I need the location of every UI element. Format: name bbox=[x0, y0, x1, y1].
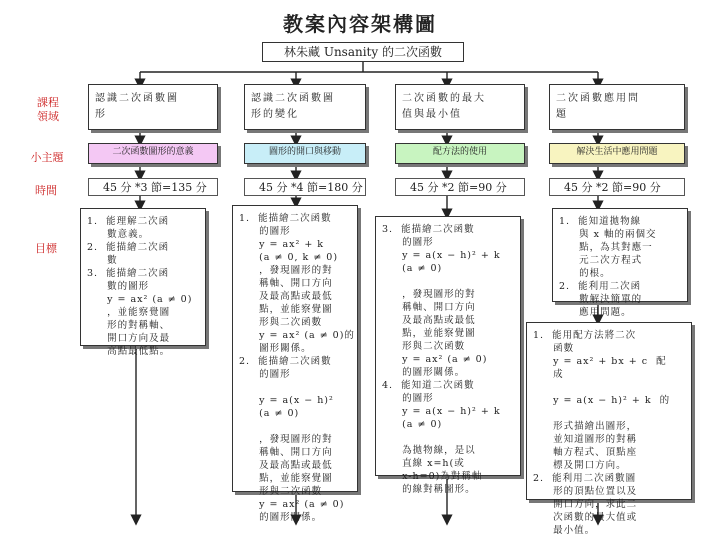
goal-line: 4. 能知道二次函數 bbox=[382, 380, 475, 391]
goal-line: 軸方程式、頂點座 bbox=[533, 447, 638, 458]
goal-line: 最小值。 bbox=[533, 525, 596, 536]
goal-line bbox=[239, 381, 351, 394]
goal-line: ，並能察覺圖 bbox=[87, 307, 171, 318]
goal-line: y = ax² + k bbox=[239, 239, 325, 250]
goal-line: 標及開口方向。 bbox=[533, 460, 627, 471]
goal-line: y = ax² + bx + c 配 bbox=[533, 356, 667, 367]
goal-line: 並知道圖形的對稱 bbox=[533, 434, 638, 445]
goal-line: y = a(x − h)² + k bbox=[382, 250, 501, 261]
goal-line: 形與二次函數 bbox=[382, 341, 466, 352]
topic-box-3: 二次函數的最大 值與最小值 bbox=[395, 84, 525, 130]
goal-line: y = ax² (a ≠ 0) bbox=[239, 499, 345, 510]
goal-box-4a bbox=[552, 208, 688, 318]
goal-line: 形與二次函數 bbox=[239, 317, 323, 328]
goal-line: 數 bbox=[87, 255, 118, 266]
goal-line: 點，並能察覺圖 bbox=[239, 473, 333, 484]
diagram-title: 教案內容架構圖 bbox=[283, 12, 437, 36]
goal-line bbox=[239, 420, 351, 433]
goal-line: 的線對稱圖形。 bbox=[382, 484, 476, 495]
goal-line: (a ≠ 0, k ≠ 0) bbox=[239, 252, 339, 263]
goal-line: 的圖形 bbox=[382, 393, 434, 404]
goal-line: 數意義。 bbox=[87, 229, 150, 240]
goal-line: 為拋物線，是以 bbox=[382, 445, 476, 456]
goal-line bbox=[533, 381, 685, 394]
row-label-subtopic: 小主題 bbox=[30, 151, 64, 164]
goal-line: 1. 能知道拋物線 bbox=[559, 216, 642, 227]
goal-line: 的圖形 bbox=[239, 226, 291, 237]
time-box-1: 45 分 *3 節=135 分 bbox=[88, 178, 218, 196]
goal-line: 2. 能利用二次函 bbox=[559, 281, 642, 292]
goal-line: (a ≠ 0) bbox=[239, 408, 300, 419]
goal-line: 高點最低點。 bbox=[87, 346, 171, 357]
goal-line: 數的圖形 bbox=[87, 281, 150, 292]
goal-line: y = ax² (a ≠ 0) bbox=[87, 294, 193, 305]
goal-line bbox=[382, 431, 514, 444]
goal-line: 形的對稱軸、 bbox=[87, 320, 171, 331]
goal-line: 及最高點或最低 bbox=[382, 315, 476, 326]
goal-line: 開口方向及最 bbox=[87, 333, 171, 344]
time-box-3: 45 分 *2 節=90 分 bbox=[395, 178, 525, 196]
row-label-goal: 目標 bbox=[35, 242, 57, 255]
goal-line: 成 bbox=[533, 369, 564, 380]
goal-line: 2. 能描繪二次函數 bbox=[239, 356, 332, 367]
goal-line: y = ax² (a ≠ 0)的 bbox=[239, 330, 355, 341]
goal-line: 點，並能察覺圖 bbox=[239, 304, 333, 315]
goal-line: 稱軸、開口方向 bbox=[382, 302, 476, 313]
goal-line: 1. 能用配方法將二次 bbox=[533, 330, 637, 341]
goal-box-4b bbox=[526, 322, 692, 536]
goal-line: y = ax² (a ≠ 0) bbox=[382, 354, 488, 365]
goal-line: 及最高點或最低 bbox=[239, 460, 333, 471]
goal-line: (a ≠ 0) bbox=[382, 263, 443, 274]
goal-line: 與 x 軸的兩個交 bbox=[559, 229, 657, 240]
subtopic-box-1: 二次函數圖形的意義 bbox=[88, 143, 218, 164]
goal-line: y = a(x − h)² + k bbox=[382, 406, 501, 417]
goal-box-2 bbox=[232, 205, 358, 523]
goal-line: 稱軸、開口方向 bbox=[239, 278, 333, 289]
topic-box-1: 認識二次函數圖 形 bbox=[88, 84, 218, 130]
time-box-4: 45 分 *2 節=90 分 bbox=[549, 178, 685, 196]
goal-line: 2. 能利用二次函數圖 bbox=[533, 473, 637, 484]
goal-line: 數解決簡單的 bbox=[559, 294, 643, 305]
main-topic-box: 林朱藏 Unsanity 的二次函數 bbox=[262, 42, 464, 62]
subtopic-box-4: 解決生活中應用問題 bbox=[549, 143, 685, 164]
goal-line: 1. 能理解二次函 bbox=[87, 216, 170, 227]
goal-box-3 bbox=[375, 216, 521, 495]
subtopic-box-3: 配方法的使用 bbox=[395, 143, 525, 164]
goal-line: 次函數的最大值或 bbox=[533, 512, 638, 523]
topic-box-4: 二次函數應用問 題 bbox=[549, 84, 685, 130]
row-label-domain: 課程 領域 bbox=[37, 96, 59, 123]
goal-line bbox=[533, 407, 685, 420]
goal-line: 形式描繪出圖形， bbox=[533, 421, 638, 432]
row-label-time: 時間 bbox=[35, 184, 57, 197]
goal-line bbox=[382, 275, 514, 288]
goal-line: y = a(x − h)² bbox=[239, 395, 334, 406]
goal-line: 點，為其對應一 bbox=[559, 242, 653, 253]
goal-line: 開口方向，求此二 bbox=[533, 499, 638, 510]
goal-line: 元二次方程式 bbox=[559, 255, 643, 266]
goal-box-1 bbox=[80, 208, 206, 357]
goal-line: 形的頂點位置以及 bbox=[533, 486, 638, 497]
goal-line: y = a(x − h)² + k 的 bbox=[533, 395, 671, 406]
goal-line: 1. 能描繪二次函數 bbox=[239, 213, 332, 224]
goal-line: 的圖形 bbox=[382, 237, 434, 248]
goal-line: x-h=0)為對稱軸 bbox=[382, 471, 483, 482]
goal-line: 直線 x=h(或 bbox=[382, 458, 465, 469]
subtopic-box-2: 圖形的開口與移動 bbox=[244, 143, 366, 164]
goal-line: 的根。 bbox=[559, 268, 611, 279]
goal-line: ，發現圖形的對 bbox=[239, 265, 333, 276]
goal-line: 的圖形關係。 bbox=[382, 367, 466, 378]
goal-line: 函數 bbox=[533, 343, 575, 354]
goal-line: 2. 能描繪二次函 bbox=[87, 242, 170, 253]
goal-line: (a ≠ 0) bbox=[382, 419, 443, 430]
goal-line: 3. 能描繪二次函 bbox=[87, 268, 170, 279]
goal-line: ，發現圖形的對 bbox=[239, 434, 333, 445]
goal-line: 稱軸、開口方向 bbox=[239, 447, 333, 458]
goal-line: 的圖形關係。 bbox=[239, 512, 323, 523]
goal-line: 點，並能察覺圖 bbox=[382, 328, 476, 339]
goal-line: ，發現圖形的對 bbox=[382, 289, 476, 300]
goal-line: 的圖形 bbox=[239, 369, 291, 380]
topic-box-2: 認識二次函數圖 形的變化 bbox=[244, 84, 366, 130]
goal-line: 及最高點或最低 bbox=[239, 291, 333, 302]
goal-line: 應用問題。 bbox=[559, 307, 632, 318]
goal-line: 形與二次函數 bbox=[239, 486, 323, 497]
time-box-2: 45 分 *4 節=180 分 bbox=[244, 178, 366, 196]
goal-line: 圖形關係。 bbox=[239, 343, 312, 354]
goal-line: 3. 能描繪二次函數 bbox=[382, 224, 475, 235]
